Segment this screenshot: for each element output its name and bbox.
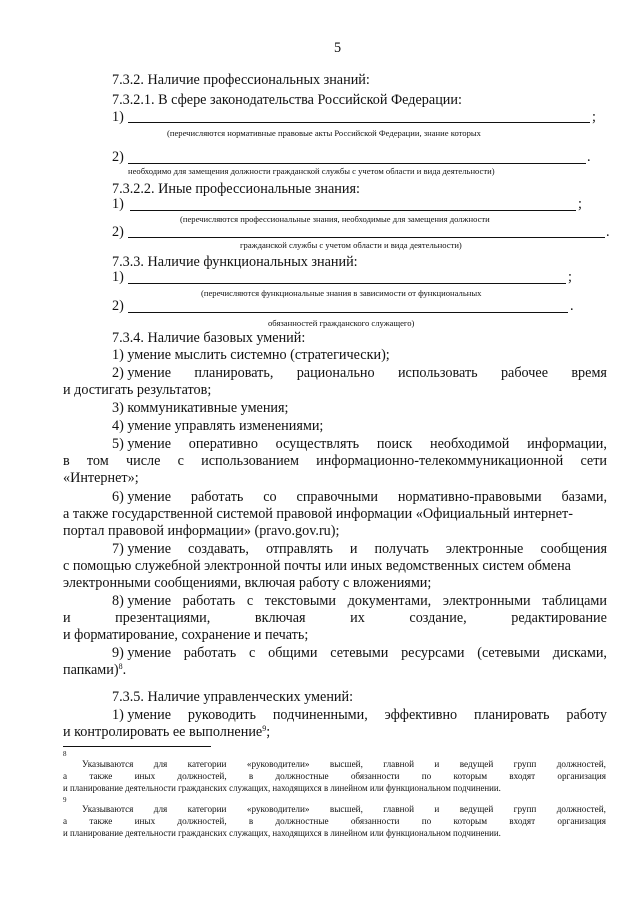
- skill-item-continuation: портал правовой информации» (pravo.gov.ru);: [63, 523, 340, 539]
- skill-item: 3) коммуникативные умения;: [112, 400, 289, 416]
- line-end-punct: .: [606, 224, 610, 240]
- line-end-punct: ;: [578, 196, 582, 212]
- skill-item: 5) умение оперативно осуществлять поиск необходимой информации,: [112, 436, 607, 452]
- footnote-text: а также иных должностей, в должностные обязанности по которым входят организация: [63, 771, 606, 781]
- fill-in-line: [128, 283, 566, 284]
- line-end-punct: ;: [592, 109, 596, 125]
- footnote-text: и планирование деятельности гражданских служащих, находящихся в линейном или функциональном подчинении.: [63, 828, 501, 838]
- footnote-text: Указываются для категории «руководители» высшей, главной и ведущей групп должностей,: [82, 759, 606, 769]
- item-number: 1): [112, 196, 124, 212]
- fill-in-line: [128, 237, 605, 238]
- page-number: 5: [334, 40, 342, 56]
- line-end-punct: .: [587, 149, 591, 165]
- footnote-ref: 9: [262, 724, 267, 733]
- footnote-mark: 9: [63, 796, 67, 804]
- skill-item: 2) умение планировать, рационально использовать рабочее время: [112, 365, 607, 381]
- item-number: 1): [112, 269, 124, 285]
- skill-item-continuation: «Интернет»;: [63, 470, 139, 486]
- footnote-ref: 8: [118, 662, 123, 671]
- skill-item-continuation: в том числе с использованием информационно-телекоммуникационной сети: [63, 453, 607, 469]
- item-number: 1): [112, 109, 124, 125]
- skill-item: 6) умение работать со справочными нормативно-правовыми базами,: [112, 489, 607, 505]
- fill-in-line: [128, 163, 586, 164]
- skill-item-continuation: и достигать результатов;: [63, 382, 212, 398]
- skill-item: 1) умение мыслить системно (стратегически);: [112, 347, 390, 363]
- subsection-heading-7-3-2-1: 7.3.2.1. В сфере законодательства Российской Федерации:: [112, 92, 462, 108]
- section-heading-7-3-4: 7.3.4. Наличие базовых умений:: [112, 330, 306, 346]
- skill-item: 9) умение работать с общими сетевыми ресурсами (сетевыми дисками,: [112, 645, 607, 661]
- skill-item-continuation: и презентациями, включая их создание, редактирование: [63, 610, 607, 626]
- field-caption: гражданской службы с учетом области и вида деятельности): [240, 240, 462, 250]
- skill-item: 8) умение работать с текстовыми документами, электронными таблицами: [112, 593, 607, 609]
- field-caption: (перечисляются функциональные знания в зависимости от функциональных: [201, 288, 482, 298]
- item-number: 2): [112, 149, 124, 165]
- fill-in-line: [128, 122, 590, 123]
- footnote-text: и планирование деятельности гражданских служащих, находящихся в линейном или функциональном подчинении.: [63, 783, 501, 793]
- field-caption: (перечисляются нормативные правовые акты Российской Федерации, знание которых: [167, 128, 481, 138]
- field-caption: (перечисляются профессиональные знания, необходимые для замещения должности: [180, 214, 490, 224]
- skill-item-continuation: с помощью служебной электронной почты или иных ведомственных систем обмена: [63, 558, 571, 574]
- line-end-punct: .: [570, 298, 574, 314]
- footnote-separator: [63, 746, 211, 747]
- footnote-text: Указываются для категории «руководители» высшей, главной и ведущей групп должностей,: [82, 804, 606, 814]
- skill-item: 4) умение управлять изменениями;: [112, 418, 324, 434]
- section-heading-7-3-2: 7.3.2. Наличие профессиональных знаний:: [112, 72, 370, 88]
- item-number: 2): [112, 224, 124, 240]
- skill-item: 7) умение создавать, отправлять и получать электронные сообщения: [112, 541, 607, 557]
- skill-item-continuation: и форматирование, сохранение и печать;: [63, 627, 309, 643]
- subsection-heading-7-3-2-2: 7.3.2.2. Иные профессиональные знания:: [112, 181, 360, 197]
- field-caption: обязанностей гражданского служащего): [268, 318, 415, 328]
- fill-in-line: [128, 312, 568, 313]
- footnote-mark: 8: [63, 750, 67, 758]
- item-number: 2): [112, 298, 124, 314]
- skill-item-continuation: а также государственной системой правовой информации «Официальный интернет-: [63, 506, 573, 522]
- skill-item-continuation: папками)$^8$.: [63, 662, 127, 678]
- management-skill-item-continuation: и контролировать ее выполнение$^9$;: [63, 724, 271, 740]
- section-heading-7-3-5: 7.3.5. Наличие управленческих умений:: [112, 689, 354, 705]
- section-heading-7-3-3: 7.3.3. Наличие функциональных знаний:: [112, 254, 358, 270]
- fill-in-line: [130, 210, 576, 211]
- skill-item-continuation: электронными сообщениями, включая работу с вложениями;: [63, 575, 432, 591]
- management-skill-item: 1) умение руководить подчиненными, эффективно планировать работу: [112, 707, 607, 723]
- field-caption: необходимо для замещения должности гражданской службы с учетом области и вида деятельности): [128, 166, 495, 176]
- footnote-text: а также иных должностей, в должностные обязанности по которым входят организация: [63, 816, 606, 826]
- line-end-punct: ;: [568, 269, 572, 285]
